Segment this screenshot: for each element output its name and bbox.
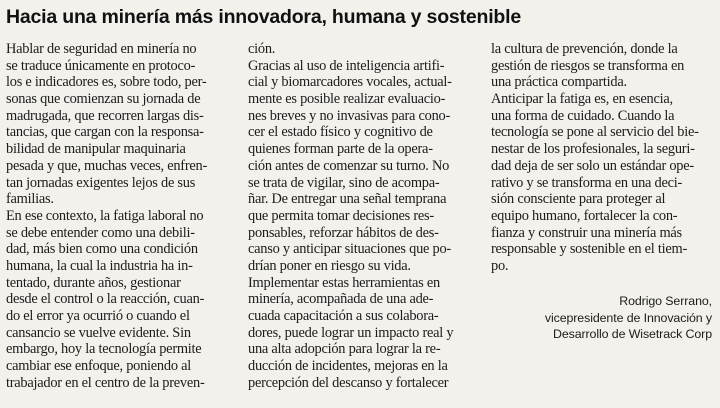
article-text-line: minería, acompañada de una ade- [248, 291, 434, 308]
article-text-line: nes breves y no invasivas para cono- [248, 107, 450, 124]
article-text-line: ponsables, reforzar hábitos de des- [248, 224, 439, 241]
article-text-line: Implementar estas herramientas en [248, 274, 440, 291]
article-text-line: cansancio se vuelve evidente. Sin [6, 324, 191, 341]
article-text-line: una alta adopción para lograr la re- [248, 341, 441, 358]
article-text-line: la cultura de prevención, donde la [491, 41, 678, 57]
article-text-line: nestar de los profesionales, la seguri- [491, 141, 695, 158]
article-text-line: ñar. De entregar una señal temprana [248, 191, 447, 208]
author-signature [545, 293, 712, 343]
article-text-line: una práctica compartida. [491, 74, 627, 91]
article-text-line: percepción del descanso y fortalecer [248, 374, 449, 391]
article-text-line: Gracias al uso de inteligencia artifi- [248, 57, 445, 74]
article-text-line: madrugada, que recorren largas dis- [6, 107, 204, 124]
article-headline: Hacia una minería más innovadora, humana y sostenible [6, 6, 521, 28]
article-text-line: tentado, durante años, gestionar [6, 274, 181, 291]
article-text-line: En ese contexto, la fatiga laboral no [6, 207, 204, 224]
article-text-line: gestión de riesgos se transforma en [491, 57, 685, 74]
article-text-line: equipo humano, fortalecer la con- [491, 207, 678, 224]
article-text-line: canso y anticipar situaciones que po- [248, 241, 451, 258]
article-text-line: desde el control o la reacción, cuan- [6, 291, 205, 308]
article-text-line: se debe entender como una debili- [6, 224, 195, 241]
article-text-line: trabajador en el centro de la preven- [6, 374, 205, 391]
article-text-line: mente es posible realizar evaluacio- [248, 91, 446, 108]
article-text-line: ción antes de comenzar su turno. No [248, 157, 450, 174]
article-text-line: quienes forman parte de la opera- [248, 141, 433, 158]
article-text-line: drían poner en riesgo su vida. [248, 257, 411, 274]
article-column-2 [248, 41, 484, 391]
article-text-line: po. [491, 257, 509, 274]
article-text-line: tancias, que cargan con la responsa- [6, 124, 204, 141]
article-text-line: embargo, hoy la tecnología permite [6, 341, 202, 358]
article-text-line: cambiar ese enfoque, poniendo al [6, 358, 191, 375]
article-text-line: cer el estado físico y cognitivo de [248, 124, 433, 141]
article-text-line: cial y biomarcadores vocales, actual- [248, 74, 452, 91]
article-text-line: tan jornadas exigentes lejos de sus [6, 174, 196, 191]
article-text-line: cuada capacitación a sus colabora- [248, 308, 439, 324]
article-text-line: rativo y se transforma en una deci- [491, 174, 683, 191]
author-company: Desarrollo de Wisetrack Corp [552, 327, 712, 341]
author-name: Rodrigo Serrano, [619, 294, 712, 308]
article-text-line: sión consciente para proteger al [491, 191, 666, 208]
article-text-line: dad, más bien como una condición [6, 241, 198, 258]
article-text-line: se traduce únicamente en protoco- [6, 57, 196, 74]
article-text-line: Anticipar la fatiga es, en esencia, [491, 91, 673, 108]
article-text-line: los e indicadores es, sobre todo, per- [6, 74, 207, 91]
article-text-line: se trata de vigilar, sino de acompa- [248, 174, 440, 191]
article-text-line: Hablar de seguridad en minería no [6, 41, 197, 57]
article-text-line: una forma de cuidado. Cuando la [491, 107, 675, 124]
article-text-line: ción. [248, 41, 276, 57]
article-text-line: sonas que comienzan su jornada de [6, 91, 201, 108]
author-role: vicepresidente de Innovación y [544, 310, 712, 325]
article-text-line: tecnología se pone al servicio del bie- [491, 124, 699, 141]
article-column-1 [6, 41, 242, 391]
article-text-line: familias. [6, 191, 54, 208]
article-text-line: que permita tomar decisiones res- [248, 207, 434, 224]
article-text-line: bilidad de manipular maquinaria [6, 141, 186, 158]
article-text-line: humana, la cual la industria ha in- [6, 257, 193, 274]
article-text-line: ducción de incidentes, mejoras en la [248, 358, 448, 375]
article-text-line: dad deja de ser solo un estándar ope- [491, 157, 694, 174]
article-column-3 [491, 41, 720, 275]
article-text-line: fianza y construir una minería más [491, 224, 682, 241]
article-text-line: responsable y sostenible en el tiem- [491, 241, 688, 258]
article-text-line: pesada y que, muchas veces, enfren- [6, 157, 208, 174]
article-text-line: do el error ya ocurrió o cuando el [6, 308, 190, 324]
article-text-line: dores, puede lograr un impacto real y [248, 324, 454, 341]
